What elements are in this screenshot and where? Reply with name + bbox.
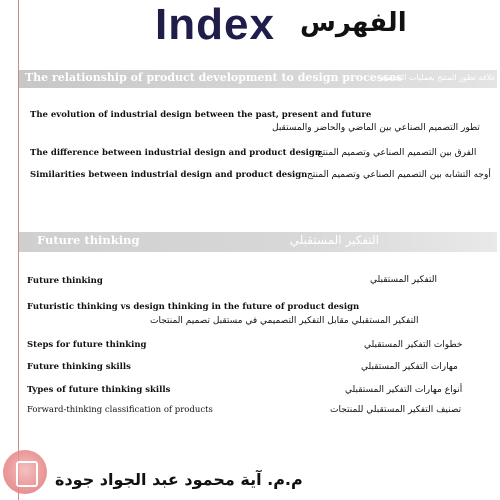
section2-item-4-english: Future thinking skills	[27, 362, 131, 372]
section1-item-3-english: Similarities between industrial design and product design	[30, 170, 308, 180]
section2-item-6-arabic: تصنيف التفكير المستقبلي للمنتجات	[330, 405, 462, 415]
section1-heading-arabic: علاقة تطور المنتج بعمليات التصميم	[380, 73, 497, 82]
author-name: م.م. آية محمود عبد الجواد جودة	[55, 470, 303, 489]
section2-item-2-arabic: التفكير المستقبلي مقابل التفكير التصميمي في مستقبل تصميم المنتجات	[150, 316, 419, 326]
page-title-english: Index	[155, 0, 275, 49]
section2-item-5-arabic: أنواع مهارات التفكير المستقبلي	[345, 385, 463, 395]
section1-item-2-english: The difference between industrial design and product design	[30, 148, 322, 158]
section2-item-3-arabic: خطوات التفكير المستقبلي	[364, 340, 463, 350]
section1-item-3-arabic: أوجه التشابه بين التصميم الصناعي وتصميم المنتج	[307, 170, 491, 180]
seal-logo	[3, 450, 47, 494]
section2-item-3-english: Steps for future thinking	[27, 340, 147, 350]
section2-item-5-english: Types of future thinking skills	[27, 385, 171, 395]
section2-item-2-english: Futuristic thinking vs design thinking in the future of product design	[27, 302, 360, 312]
section2-item-1-english: Future thinking	[27, 276, 103, 286]
section2-item-1-arabic: التفكير المستقبلي	[370, 275, 437, 285]
section1-item-1-arabic: تطور التصميم الصناعي بين الماضي والحاضر والمستقبل	[272, 123, 480, 133]
section2-header-band	[19, 232, 497, 252]
section1-item-1-english: The evolution of industrial design between the past, present and future	[30, 110, 372, 120]
page-title-arabic: الفهرس	[300, 8, 407, 38]
section2-heading-english: Future thinking	[37, 233, 140, 247]
section2-item-4-arabic: مهارات التفكير المستقبلي	[361, 362, 458, 372]
section2-item-6-english: Forward-thinking classification of products	[27, 405, 213, 415]
section2-heading-arabic: التفكير المستقبلي	[289, 233, 379, 247]
section1-item-2-arabic: الفرق بين التصميم الصناعي وتصميم المنتج	[317, 148, 477, 158]
section1-heading-english: The relationship of product development to design processes	[25, 71, 403, 84]
